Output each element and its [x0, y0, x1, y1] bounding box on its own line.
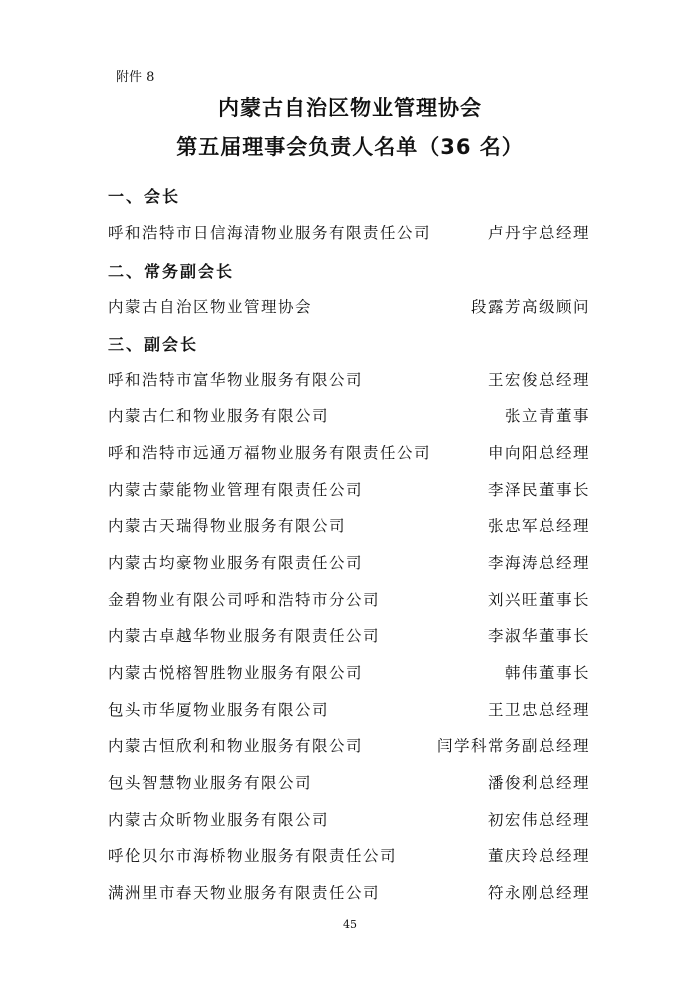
person-title: 卢丹宇总经理	[487, 224, 590, 242]
organization-name: 内蒙古自治区物业管理协会	[108, 298, 313, 316]
person-title: 李海涛总经理	[487, 554, 590, 572]
person-title: 初宏伟总经理	[487, 811, 590, 829]
organization-name: 内蒙古均豪物业服务有限责任公司	[108, 554, 364, 572]
document-subtitle: 第五届理事会负责人名单（36 名）	[176, 135, 524, 159]
list-item	[108, 368, 590, 392]
organization-name: 内蒙古恒欣利和物业服务有限公司	[108, 737, 364, 755]
list-item	[108, 734, 590, 758]
list-item	[108, 698, 590, 722]
person-title: 符永刚总经理	[487, 884, 590, 902]
person-title: 闫学科常务副总经理	[436, 737, 590, 755]
list-item	[108, 881, 590, 905]
list-item	[108, 221, 590, 245]
person-title: 张立青董事	[504, 407, 590, 425]
section-heading-vice-president: 三、副会长	[108, 335, 199, 354]
section-heading-executive-vice-president: 二、常务副会长	[108, 262, 235, 281]
person-title: 李泽民董事长	[487, 481, 590, 499]
organization-name: 内蒙古天瑞得物业服务有限公司	[108, 517, 347, 535]
person-title: 王宏俊总经理	[487, 371, 590, 389]
organization-name: 金碧物业有限公司呼和浩特市分公司	[108, 591, 381, 609]
list-item	[108, 295, 590, 319]
list-item	[108, 478, 590, 502]
list-item	[108, 588, 590, 612]
person-title: 李淑华董事长	[487, 627, 590, 645]
list-item	[108, 661, 590, 685]
organization-name: 内蒙古众昕物业服务有限公司	[108, 811, 330, 829]
organization-name: 内蒙古悦榕智胜物业服务有限公司	[108, 664, 364, 682]
person-title: 段露芳高级顾问	[470, 298, 590, 316]
list-item	[108, 844, 590, 868]
list-item	[108, 551, 590, 575]
list-item	[108, 624, 590, 648]
person-title: 潘俊利总经理	[487, 774, 590, 792]
person-title: 王卫忠总经理	[487, 701, 590, 719]
organization-name: 呼和浩特市日信海清物业服务有限责任公司	[108, 224, 432, 242]
organization-name: 呼和浩特市远通万福物业服务有限责任公司	[108, 444, 432, 462]
page-number: 45	[343, 918, 357, 931]
organization-name: 内蒙古卓越华物业服务有限责任公司	[108, 627, 381, 645]
person-title: 董庆玲总经理	[487, 847, 590, 865]
person-title: 刘兴旺董事长	[487, 591, 590, 609]
person-title: 韩伟董事长	[504, 664, 590, 682]
organization-name: 呼和浩特市富华物业服务有限公司	[108, 371, 364, 389]
organization-name: 包头智慧物业服务有限公司	[108, 774, 313, 792]
organization-name: 满洲里市春天物业服务有限责任公司	[108, 884, 381, 902]
person-title: 张忠军总经理	[487, 517, 590, 535]
document-title: 内蒙古自治区物业管理协会	[218, 96, 482, 120]
organization-name: 呼伦贝尔市海桥物业服务有限责任公司	[108, 847, 398, 865]
list-item	[108, 441, 590, 465]
list-item	[108, 771, 590, 795]
list-item	[108, 404, 590, 428]
attachment-label: 附件 8	[116, 70, 155, 85]
person-title: 申向阳总经理	[487, 444, 590, 462]
list-item	[108, 808, 590, 832]
list-item	[108, 514, 590, 538]
organization-name: 包头市华厦物业服务有限公司	[108, 701, 330, 719]
section-heading-president: 一、会长	[108, 187, 181, 206]
organization-name: 内蒙古仁和物业服务有限公司	[108, 407, 330, 425]
organization-name: 内蒙古蒙能物业管理有限责任公司	[108, 481, 364, 499]
